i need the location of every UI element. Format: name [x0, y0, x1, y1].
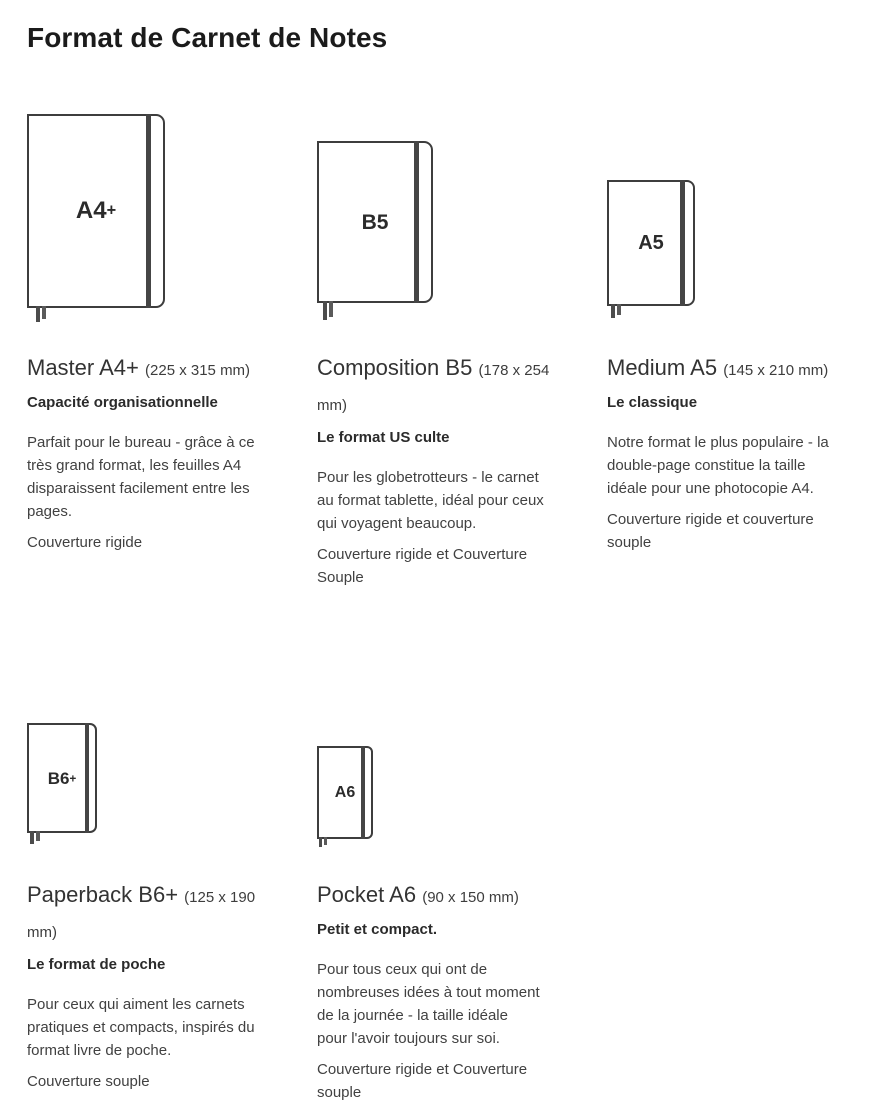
- format-card-medium-a5: [607, 114, 865, 589]
- notebook-figure: [317, 114, 575, 324]
- elastic-band: [146, 114, 151, 308]
- format-tagline: Le classique: [607, 394, 698, 411]
- elastic-band: [680, 180, 685, 306]
- format-dimensions: (178 x 254 mm): [317, 362, 550, 414]
- format-dimensions: (225 x 315 mm): [145, 362, 251, 379]
- format-card-composition-b5: [317, 114, 575, 589]
- format-dimensions: (125 x 190 mm): [27, 889, 256, 941]
- notebook-format-label: A4+: [75, 197, 117, 224]
- format-card-pocket-a6: [317, 723, 575, 1104]
- format-description: Pour ceux qui aiment les carnets pratiques et compacts, inspirés du format livre de poche.: [27, 996, 255, 1059]
- format-card-master-a4plus: [27, 114, 285, 589]
- notebook-format-label: A5: [638, 232, 664, 254]
- elastic-band: [414, 141, 419, 303]
- bookmark-ribbon: [42, 306, 46, 319]
- format-tagline: Capacité organisationnelle: [27, 394, 218, 411]
- format-cover-options: Couverture souple: [27, 1073, 150, 1090]
- page-title: Format de Carnet de Notes: [27, 22, 388, 53]
- format-tagline: Le format de poche: [27, 956, 166, 973]
- bookmark-ribbon: [617, 304, 621, 315]
- format-card-paperback-b6plus: [27, 723, 285, 1104]
- format-tagline: Le format US culte: [317, 429, 450, 446]
- format-name: Medium A5 (145 x 210 mm): [607, 355, 829, 380]
- format-name: Paperback B6+ (125 x 190 mm): [27, 882, 256, 941]
- format-tagline: Petit et compact.: [317, 921, 438, 938]
- format-name: Composition B5 (178 x 254 mm): [317, 355, 550, 414]
- format-name: Master A4+ (225 x 315 mm): [27, 355, 251, 380]
- format-dimensions: (145 x 210 mm): [723, 362, 829, 379]
- notebook-b6plus-illustration: [27, 723, 97, 833]
- bookmark-ribbon: [319, 837, 322, 847]
- format-cover-options: Couverture rigide et Couverture souple: [317, 1061, 528, 1101]
- formats-row-2: [27, 723, 890, 1104]
- bookmark-ribbon: [611, 304, 615, 318]
- format-description: Parfait pour le bureau - grâce à ce très grand format, les feuilles A4 disparaissent facilement entre les pages.: [27, 434, 255, 520]
- notebook-b5-illustration: [317, 141, 433, 303]
- format-description: Pour tous ceux qui ont de nombreuses idées à tout moment de la journée - la taille idéale pour l'avoir toujours sur soi.: [317, 961, 540, 1047]
- format-dimensions: (90 x 150 mm): [422, 889, 519, 906]
- format-cover-options: Couverture rigide: [27, 534, 143, 551]
- bookmark-ribbon: [329, 301, 333, 317]
- format-description: Pour les globetrotteurs - le carnet au format tablette, idéal pour ceux qui voyagent beaucoup.: [317, 469, 544, 532]
- bookmark-ribbon: [36, 306, 40, 322]
- format-description: Notre format le plus populaire - la double-page constitue la taille idéale pour une photocopie A4.: [607, 434, 829, 497]
- elastic-band: [361, 746, 365, 839]
- elastic-band: [85, 723, 89, 833]
- formats-row-1: [27, 114, 890, 589]
- format-name: Pocket A6 (90 x 150 mm): [317, 882, 519, 907]
- notebook-figure: [27, 723, 285, 851]
- bookmark-ribbon: [323, 301, 327, 320]
- notebook-a4plus-illustration: [27, 114, 165, 308]
- bookmark-ribbon: [324, 837, 327, 845]
- bookmark-ribbon: [36, 831, 40, 841]
- notebook-a6-illustration: [317, 746, 373, 839]
- notebook-figure: [607, 114, 865, 324]
- bookmark-ribbon: [30, 831, 34, 844]
- format-cover-options: Couverture rigide et Couverture Souple: [317, 546, 528, 586]
- notebook-format-label: A6: [334, 783, 356, 801]
- notebook-a5-illustration: [607, 180, 695, 306]
- format-cover-options: Couverture rigide et couverture souple: [607, 511, 814, 551]
- notebook-format-label: B5: [361, 210, 389, 234]
- notebook-figure: [27, 114, 285, 324]
- notebook-figure: [317, 723, 575, 851]
- notebook-format-label: B6+: [47, 768, 77, 788]
